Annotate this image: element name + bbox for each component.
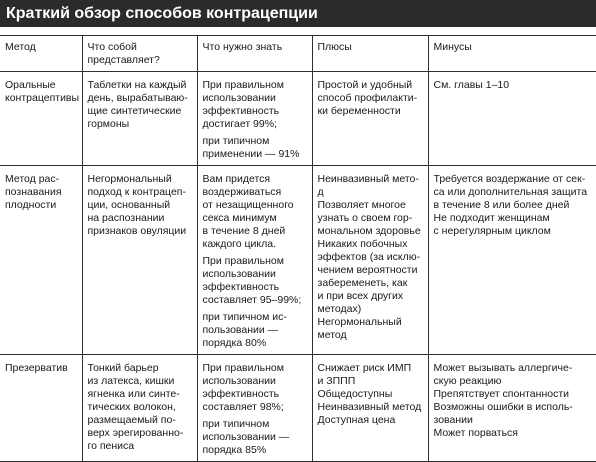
cell-line: порядка 85% [202,444,267,456]
cell-line: использовании [202,92,276,104]
cell-know [197,72,312,166]
cell-line: день, вырабатываю- [87,92,188,104]
cell-pros [312,355,428,462]
cell-line: от незащищенного [202,199,294,211]
header-row [0,36,596,72]
cell-paragraph [203,311,307,350]
cell-line: Может вызывать аллергиче- [433,362,573,374]
cell-line: скую реакцию [433,375,502,387]
cell-line: пользовании — [202,324,279,336]
table-row [0,166,596,355]
cell-line: воздерживаться [202,186,282,198]
cell-line: порядка 80% [202,337,267,349]
cell-line: Вам придется [202,173,271,185]
cell-line: достигает 99%; [202,118,277,130]
cell-line: плодности [5,199,57,211]
cell-line: узнать о своем гор- [317,212,413,224]
cell-method [0,72,82,166]
cell-paragraph [203,173,307,251]
cell-paragraph [203,418,307,457]
cell-line: подход к контрацеп- [87,186,186,198]
cell-what [82,166,197,355]
cell-line: методах) [317,303,362,315]
header-what: Что собой представляет? [82,36,197,72]
cell-line: Таблетки на каждый [87,79,187,91]
cell-line: Простой и удобный [317,79,413,91]
table-row [0,72,596,166]
cell-line: См. главы 1–10 [433,79,510,91]
cell-line: Не подходит женщинам [433,212,550,224]
cell-line: Негормональный [87,173,172,185]
header-cons: Минусы [428,36,596,72]
cell-line: эффективность [202,281,280,293]
cell-line: способ профилакти- [317,92,418,104]
cell-cons [428,166,596,355]
cell-line: из латекса, кишки [87,375,175,387]
cell-line: секса минимум [202,212,277,224]
cell-line: Неинвазивный мето- [317,173,419,185]
cell-line: в течение 8 или более дней [433,199,570,211]
cell-line: и ЗППП [317,375,356,387]
cell-know [197,166,312,355]
cell-line: метод [317,329,347,341]
cell-line: Тонкий барьер [87,362,159,374]
cell-line: составляет 95–99%; [202,294,302,306]
cell-line: Возможны ошибки в исполь- [433,401,573,413]
cell-pros [312,166,428,355]
cell-method [0,355,82,462]
cell-line: гормоны [87,118,130,130]
cell-line: при типичном [202,418,270,430]
cell-paragraph [203,135,307,161]
cell-line: с нерегулярным циклом [433,225,551,237]
header-method: Метод [0,36,82,72]
cell-line: Снижает риск ИМП [317,362,412,374]
cell-line: размещаемый по- [87,414,176,426]
cell-line: Требуется воздержание от сек- [433,173,586,185]
cell-line: при типичном ис- [202,311,287,323]
cell-line: эффективность [202,388,280,400]
cell-line: познавания [5,186,62,198]
table-row [0,355,596,462]
cell-line: При правильном [202,79,284,91]
cell-line: Негормональный [317,316,402,328]
cell-line: использовании — [202,431,290,443]
cell-line: ции, основанный [87,199,171,211]
cell-line: применении — 91% [202,148,300,160]
cell-line: Неинвазивный метод [317,401,422,413]
cell-line: Может порваться [433,427,518,439]
cell-cons [428,72,596,166]
cell-line: эффектов (за исклю- [317,251,421,263]
cell-line: щие синтетические [87,105,182,117]
cell-line: каждого цикла. [202,238,276,250]
cell-line: составляет 98%; [202,401,284,413]
cell-line: и при всех других [317,290,404,302]
cell-know [197,355,312,462]
cell-line: использовании [202,375,276,387]
header-pros: Плюсы [312,36,428,72]
cell-line: при типичном [202,135,270,147]
cell-paragraph [203,79,307,131]
cell-line: чением вероятности [317,264,418,276]
cell-what [82,355,197,462]
cell-line: тических волокон, [87,401,176,413]
contraception-table [0,35,596,462]
page-title: Краткий обзор способов контрацепции [0,0,596,27]
cell-paragraph [203,255,307,307]
cell-line: Доступная цена [317,414,396,426]
cell-line: Никаких побочных [317,238,408,250]
cell-line: При правильном [202,255,284,267]
cell-line: са или дополнительная защита [433,186,588,198]
cell-line: Презерватив [5,362,68,374]
cell-line: верх эрегированно- [87,427,184,439]
cell-line: признаков овуляции [87,225,187,237]
cell-line: Препятствует спонтанности [433,388,570,400]
cell-line: ягненка или синте- [87,388,180,400]
cell-cons [428,355,596,462]
cell-line: использовании [202,268,276,280]
cell-line: д [317,186,324,198]
cell-line: Общедоступны [317,388,393,400]
cell-line: Оральные [5,79,56,91]
header-know: Что нужно знать [197,36,312,72]
cell-line: на распознании [87,212,165,224]
cell-line: контрацептивы [5,92,80,104]
cell-line: Метод рас- [5,173,60,185]
cell-line: забеременеть, как [317,277,408,289]
cell-line: ки беременности [317,105,401,117]
cell-line: в течение 8 дней [202,225,286,237]
cell-line: мональном здоровье [317,225,421,237]
cell-line: Позволяет многое [317,199,406,211]
cell-paragraph [203,362,307,414]
cell-line: го пениса [87,440,135,452]
cell-line: эффективность [202,105,280,117]
cell-what [82,72,197,166]
cell-line: При правильном [202,362,284,374]
cell-method [0,166,82,355]
cell-pros [312,72,428,166]
cell-line: зовании [433,414,473,426]
